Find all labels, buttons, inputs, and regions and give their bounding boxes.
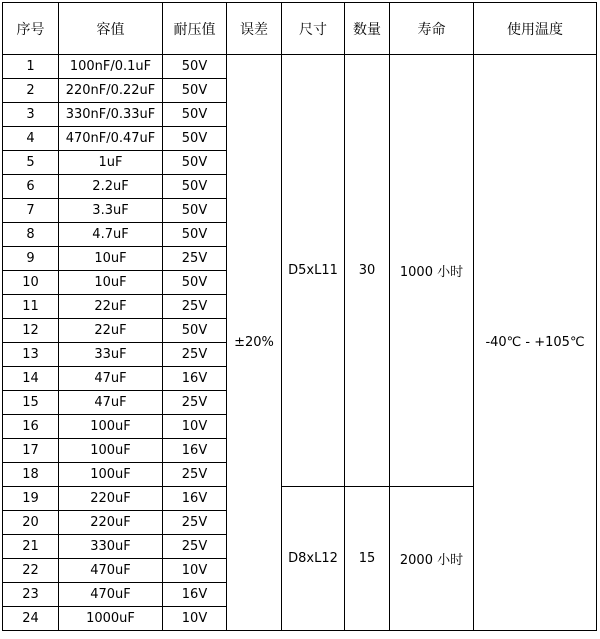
row-capacitance: 100uF [59,439,163,463]
row-capacitance: 2.2uF [59,175,163,199]
row-capacitance: 470nF/0.47uF [59,127,163,151]
row-index: 7 [3,199,59,223]
row-capacitance: 220nF/0.22uF [59,79,163,103]
row-index: 9 [3,247,59,271]
row-capacitance: 22uF [59,295,163,319]
row-index: 5 [3,151,59,175]
row-index: 21 [3,535,59,559]
row-voltage: 25V [163,343,227,367]
row-voltage: 16V [163,367,227,391]
group-quantity-cell: 30 [345,55,390,487]
group-size-cell: D8xL12 [282,487,345,631]
row-index: 23 [3,583,59,607]
row-index: 16 [3,415,59,439]
header-temperature: 使用温度 [474,3,597,55]
row-voltage: 25V [163,391,227,415]
row-voltage: 25V [163,535,227,559]
row-capacitance: 330uF [59,535,163,559]
row-capacitance: 100uF [59,463,163,487]
row-voltage: 50V [163,127,227,151]
row-voltage: 50V [163,175,227,199]
row-voltage: 50V [163,223,227,247]
row-capacitance: 3.3uF [59,199,163,223]
row-index: 8 [3,223,59,247]
header-size: 尺寸 [282,3,345,55]
temperature-cell: -40℃ - +105℃ [474,55,597,631]
group-life-cell: 1000 小时 [390,55,474,487]
row-capacitance: 10uF [59,247,163,271]
row-capacitance: 330nF/0.33uF [59,103,163,127]
row-capacitance: 4.7uF [59,223,163,247]
row-capacitance: 22uF [59,319,163,343]
row-index: 6 [3,175,59,199]
row-voltage: 50V [163,151,227,175]
header-row [3,3,597,55]
row-voltage: 50V [163,271,227,295]
header-life: 寿命 [390,3,474,55]
row-capacitance: 10uF [59,271,163,295]
row-index: 10 [3,271,59,295]
row-voltage: 25V [163,463,227,487]
row-capacitance: 47uF [59,391,163,415]
row-voltage: 50V [163,319,227,343]
row-voltage: 10V [163,415,227,439]
header-quantity: 数量 [345,3,390,55]
row-capacitance: 220uF [59,511,163,535]
group-size-cell: D5xL11 [282,55,345,487]
row-index: 20 [3,511,59,535]
group-quantity-cell: 15 [345,487,390,631]
row-voltage: 25V [163,511,227,535]
row-index: 18 [3,463,59,487]
table-row [3,55,597,79]
row-capacitance: 100nF/0.1uF [59,55,163,79]
row-capacitance: 1000uF [59,607,163,631]
header-voltage: 耐压值 [163,3,227,55]
row-voltage: 50V [163,55,227,79]
row-voltage: 16V [163,583,227,607]
group-life-cell: 2000 小时 [390,487,474,631]
row-index: 24 [3,607,59,631]
row-index: 13 [3,343,59,367]
row-index: 2 [3,79,59,103]
row-index: 4 [3,127,59,151]
row-voltage: 16V [163,439,227,463]
row-capacitance: 100uF [59,415,163,439]
row-capacitance: 470uF [59,583,163,607]
row-voltage: 16V [163,487,227,511]
header-capacitance: 容值 [59,3,163,55]
row-index: 15 [3,391,59,415]
row-index: 14 [3,367,59,391]
header-tolerance: 误差 [227,3,282,55]
row-capacitance: 470uF [59,559,163,583]
row-capacitance: 220uF [59,487,163,511]
row-voltage: 50V [163,199,227,223]
row-voltage: 10V [163,607,227,631]
row-voltage: 50V [163,103,227,127]
row-index: 11 [3,295,59,319]
row-index: 3 [3,103,59,127]
row-index: 17 [3,439,59,463]
row-voltage: 10V [163,559,227,583]
row-index: 22 [3,559,59,583]
row-capacitance: 33uF [59,343,163,367]
capacitor-spec-table [2,2,597,631]
tolerance-cell: ±20% [227,55,282,631]
row-capacitance: 1uF [59,151,163,175]
row-voltage: 25V [163,295,227,319]
row-voltage: 50V [163,79,227,103]
row-voltage: 25V [163,247,227,271]
row-index: 19 [3,487,59,511]
header-index: 序号 [3,3,59,55]
row-capacitance: 47uF [59,367,163,391]
row-index: 1 [3,55,59,79]
row-index: 12 [3,319,59,343]
